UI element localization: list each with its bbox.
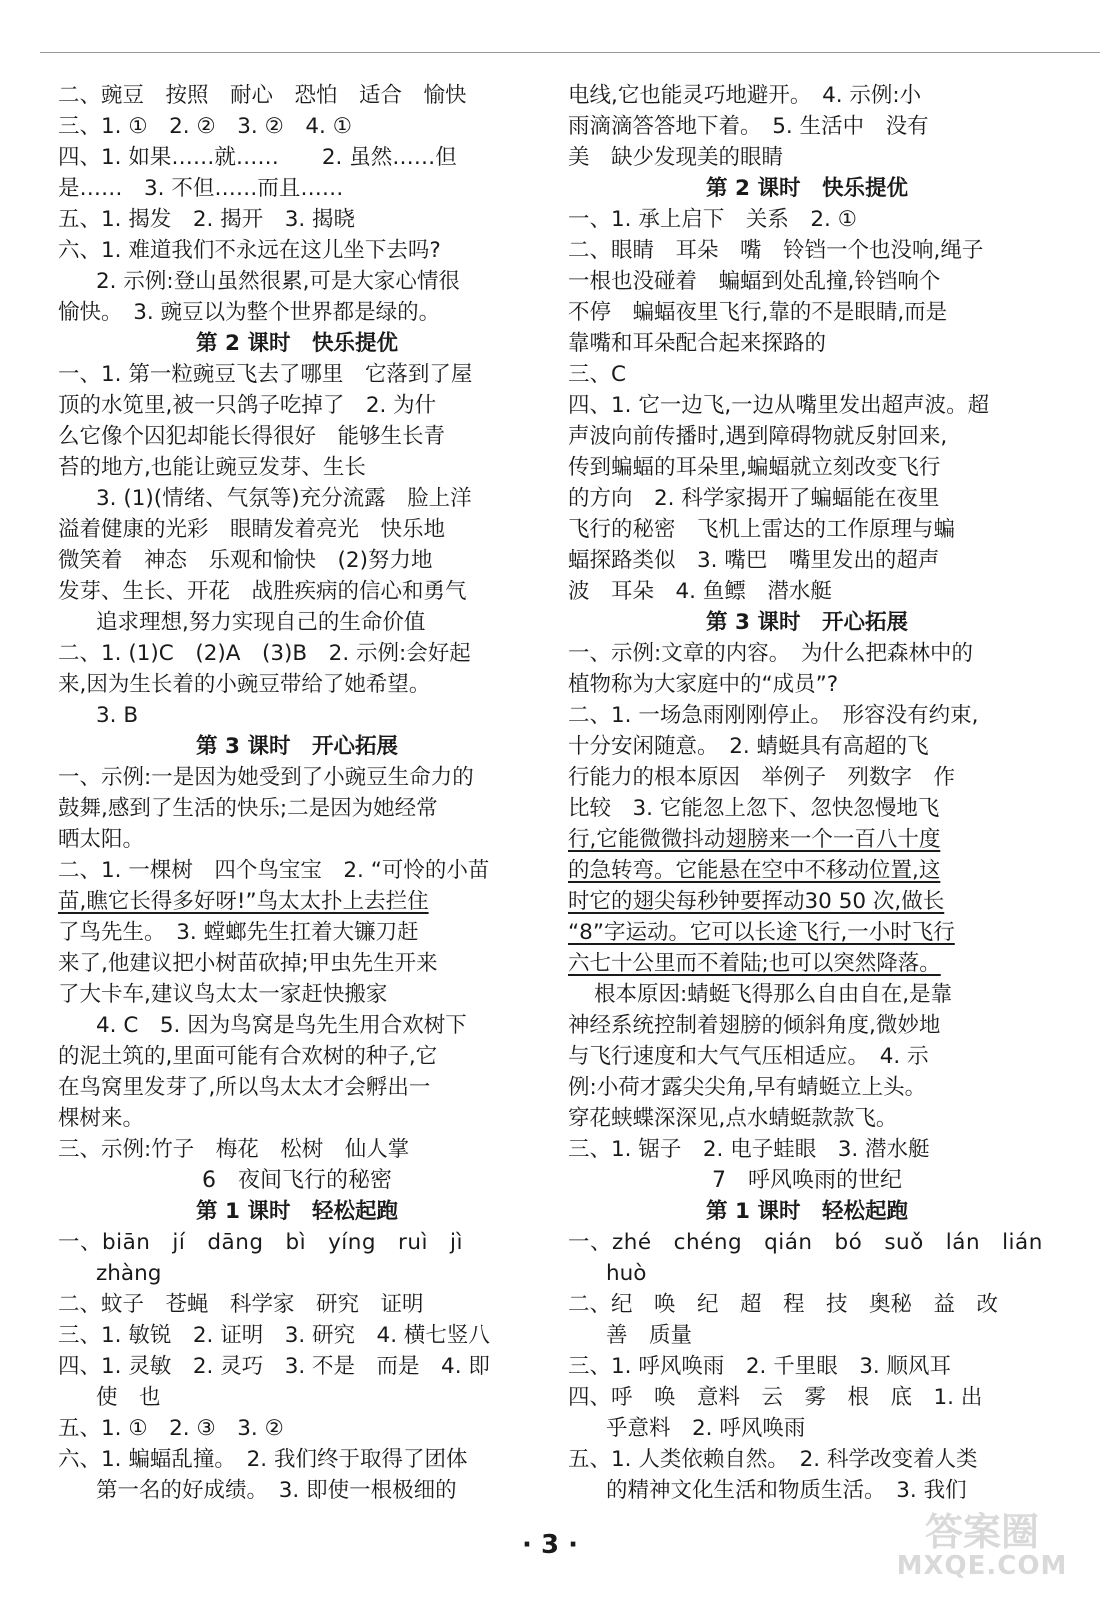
answer-line: 十分安闲随意。 2. 蜻蜓具有高超的飞 <box>568 734 929 759</box>
pinyin-line: huò <box>606 1261 647 1286</box>
answer-line: 三、1. 锯子 2. 电子蛙眼 3. 潜水艇 <box>568 1137 930 1162</box>
answer-line: 四、呼 唤 意料 云 雾 根 底 1. 出 <box>568 1385 983 1410</box>
answer-line: 五、1. 人类依赖自然。 2. 科学改变着人类 <box>568 1447 978 1472</box>
answer-line: 五、1. 揭发 2. 揭开 3. 揭晓 <box>58 207 356 232</box>
right-column <box>568 80 1046 1506</box>
answer-line: 来,因为生长着的小豌豆带给了她希望。 <box>58 672 431 697</box>
answer-line: 苔的地方,也能让豌豆发芽、生长 <box>58 455 366 480</box>
answer-line: 么它像个囚犯却能长得很好 能够生长青 <box>58 424 446 449</box>
answer-line: 一、1. 承上启下 关系 2. ① <box>568 207 857 232</box>
answer-line: 顶的水笕里,被一只鸽子吃掉了 2. 为什 <box>58 393 437 418</box>
answer-line: 一根也没碰着 蝙蝠到处乱撞,铃铛响个 <box>568 269 941 294</box>
answer-line: 了大卡车,建议鸟太太一家赶快搬家 <box>58 982 388 1007</box>
section-heading: 第 3 课时 开心拓展 <box>706 610 908 635</box>
answer-line: 五、1. ① 2. ③ 3. ② <box>58 1416 284 1441</box>
answer-line: 六、1. 难道我们不永远在这儿坐下去吗? <box>58 238 441 263</box>
answer-line: 二、1. 一棵树 四个鸟宝宝 2. “可怜的小苗 <box>58 858 490 883</box>
answer-line: 三、1. ① 2. ② 3. ② 4. ① <box>58 114 352 139</box>
answer-line: 鼓舞,感到了生活的快乐;二是因为她经常 <box>58 796 438 821</box>
top-rule <box>40 52 1100 53</box>
page-number: · 3 · <box>522 1530 578 1560</box>
section-heading: 第 1 课时 轻松起跑 <box>706 1199 908 1224</box>
answer-line: 的精神文化生活和物质生活。 3. 我们 <box>606 1478 967 1503</box>
answer-line: 二、眼睛 耳朵 嘴 铃铛一个也没响,绳子 <box>568 238 984 263</box>
answer-line: 蝠探路类似 3. 嘴巴 嘴里发出的超声 <box>568 548 940 573</box>
answer-line: 三、示例:竹子 梅花 松树 仙人掌 <box>58 1137 410 1162</box>
answer-line: 来了,他建议把小树苗砍掉;甲虫先生开来 <box>58 951 438 976</box>
left-column <box>58 80 536 1506</box>
answer-line: 神经系统控制着翅膀的倾斜角度,微妙地 <box>568 1013 941 1038</box>
section-heading: 第 3 课时 开心拓展 <box>196 734 398 759</box>
answer-line: 与飞行速度和大气气压相适应。 4. 示 <box>568 1044 929 1069</box>
answer-line: 飞行的秘密 飞机上雷达的工作原理与蝙 <box>568 517 956 542</box>
pinyin-line: zhàng <box>96 1261 162 1286</box>
answer-line: 二、豌豆 按照 耐心 恐怕 适合 愉快 <box>58 83 467 108</box>
answer-line: 3. B <box>96 703 139 728</box>
answer-line: 了鸟先生。 3. 螳螂先生扛着大镰刀赶 <box>58 920 419 945</box>
answer-line: 靠嘴和耳朵配合起来探路的 <box>568 331 827 356</box>
answer-line: 微笑着 神态 乐观和愉快 (2)努力地 <box>58 548 433 573</box>
underlined-answer-line: 的急转弯。它能悬在空中不移动位置,这 <box>568 858 941 883</box>
answer-line: 美 缺少发现美的眼睛 <box>568 145 784 170</box>
watermark-top-text: 答案圈 <box>924 1510 1039 1554</box>
answer-line: 六、1. 蝙蝠乱撞。 2. 我们终于取得了团体 <box>58 1447 468 1472</box>
answer-line: 二、纪 唤 纪 超 程 技 奥秘 益 改 <box>568 1292 999 1317</box>
answer-line: 雨滴滴答答地下着。 5. 生活中 没有 <box>568 114 929 139</box>
answer-line: 愉快。 3. 豌豆以为整个世界都是绿的。 <box>58 300 441 325</box>
underlined-answer-line: “8”字运动。它可以长途飞行,一小时飞行 <box>568 920 955 945</box>
answer-line: 四、1. 灵敏 2. 灵巧 3. 不是 而是 4. 即 <box>58 1354 490 1379</box>
underlined-answer-line: 六七十公里而不着陆;也可以突然降落。 <box>568 951 941 976</box>
lesson-title: 6 夜间飞行的秘密 <box>202 1168 392 1193</box>
answer-line: 4. C 5. 因为鸟窝是鸟先生用合欢树下 <box>96 1013 467 1038</box>
answer-line: 比较 3. 它能忽上忽下、忽快忽慢地飞 <box>568 796 940 821</box>
answer-line: 穿花蛱蝶深深见,点水蜻蜓款款飞。 <box>568 1106 898 1131</box>
answer-line: 棵树来。 <box>58 1106 145 1131</box>
watermark-bottom-text: MXQE.COM <box>896 1551 1068 1581</box>
answer-line: 的方向 2. 科学家揭开了蝙蝠能在夜里 <box>568 486 940 511</box>
underlined-answer-line: 行,它能微微抖动翅膀来一个一百八十度 <box>568 827 941 852</box>
lesson-title: 7 呼风唤雨的世纪 <box>712 1168 902 1193</box>
underlined-answer-line: 苗,瞧它长得多好呀!”鸟太太扑上去拦住 <box>58 889 429 914</box>
answer-line: 发芽、生长、开花 战胜疾病的信心和勇气 <box>58 579 467 604</box>
section-heading: 第 2 课时 快乐提优 <box>706 176 908 201</box>
answer-line: 二、1. 一场急雨刚刚停止。 形容没有约束, <box>568 703 979 728</box>
answer-line: 二、蚊子 苍蝇 科学家 研究 证明 <box>58 1292 424 1317</box>
pinyin-line: 一、biān jí dāng bì yíng ruì jì <box>58 1230 463 1255</box>
answer-line: 善 质量 <box>606 1323 693 1348</box>
section-heading: 第 2 课时 快乐提优 <box>196 331 398 356</box>
answer-line: 在鸟窝里发芽了,所以鸟太太才会孵出一 <box>58 1075 431 1100</box>
answer-line: 一、示例:一是因为她受到了小豌豆生命力的 <box>58 765 474 790</box>
answer-line: 根本原因:蜻蜓飞得那么自由自在,是靠 <box>594 982 953 1007</box>
answer-line: 四、1. 如果……就…… 2. 虽然……但 <box>58 145 457 170</box>
answer-line: 晒太阳。 <box>58 827 145 852</box>
answer-line: 乎意料 2. 呼风唤雨 <box>606 1416 806 1441</box>
answer-line: 使 也 <box>96 1385 161 1410</box>
answer-line: 不停 蝙蝠夜里飞行,靠的不是眼睛,而是 <box>568 300 948 325</box>
answer-line: 一、示例:文章的内容。 为什么把森林中的 <box>568 641 973 666</box>
answer-line: 一、1. 第一粒豌豆飞去了哪里 它落到了屋 <box>58 362 473 387</box>
answer-line: 三、C <box>568 362 627 387</box>
underlined-answer-line: 时它的翅尖每秒钟要挥动30 50 次,做长 <box>568 889 945 914</box>
answer-line: 声波向前传播时,遇到障碍物就反射回来, <box>568 424 948 449</box>
answer-line: 四、1. 它一边飞,一边从嘴里发出超声波。超 <box>568 393 990 418</box>
answer-line: 是…… 3. 不但……而且…… <box>58 176 344 201</box>
answer-line: 三、1. 呼风唤雨 2. 千里眼 3. 顺风耳 <box>568 1354 952 1379</box>
answer-line: 的泥土筑的,里面可能有合欢树的种子,它 <box>58 1044 438 1069</box>
answer-line: 溢着健康的光彩 眼睛发着亮光 快乐地 <box>58 517 446 542</box>
answer-line: 例:小荷才露尖尖角,早有蜻蜓立上头。 <box>568 1075 927 1100</box>
answer-line: 波 耳朵 4. 鱼鳔 潜水艇 <box>568 579 832 604</box>
answer-line: 电线,它也能灵巧地避开。 4. 示例:小 <box>568 83 922 108</box>
answer-line: 行能力的根本原因 举例子 列数字 作 <box>568 765 956 790</box>
answer-line: 三、1. 敏锐 2. 证明 3. 研究 4. 横七竖八 <box>58 1323 490 1348</box>
answer-line: 第一名的好成绩。 3. 即使一根极细的 <box>96 1478 457 1503</box>
answer-line: 传到蝙蝠的耳朵里,蝙蝠就立刻改变飞行 <box>568 455 941 480</box>
answer-line: 3. (1)(情绪、气氛等)充分流露 脸上洋 <box>96 486 472 511</box>
answer-line: 追求理想,努力实现自己的生命价值 <box>96 610 426 635</box>
section-heading: 第 1 课时 轻松起跑 <box>196 1199 398 1224</box>
watermark-logo <box>882 1512 1082 1580</box>
answer-line: 2. 示例:登山虽然很累,可是大家心情很 <box>96 269 460 294</box>
answer-line: 植物称为大家庭中的“成员”? <box>568 672 839 697</box>
pinyin-line: 一、zhé chéng qián bó suǒ lán lián <box>568 1230 1043 1255</box>
answer-line: 二、1. (1)C (2)A (3)B 2. 示例:会好起 <box>58 641 471 666</box>
